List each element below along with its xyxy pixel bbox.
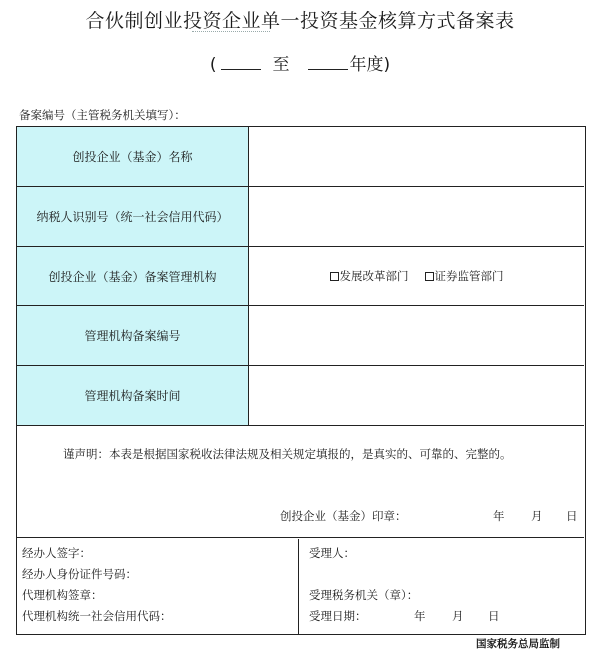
acceptance-year-label: 年 xyxy=(414,609,426,623)
handler-signature-label: 经办人签字： xyxy=(22,546,91,560)
row-label: 管理机构备案时间 xyxy=(17,366,249,425)
row-label: 创投企业（基金）名称 xyxy=(17,127,249,186)
tax-authority-label: 受理税务机关（章）： xyxy=(309,588,419,602)
row-label: 纳税人识别号（统一社会信用代码） xyxy=(17,187,249,246)
form-title: 合伙制创业投资企业单一投资基金核算方式备案表 xyxy=(85,10,515,32)
handler-id-label: 经办人身份证件号码： xyxy=(22,567,137,581)
issuer-footer: 国家税务总局监制 xyxy=(476,638,560,650)
option-label: 发展改革部门 xyxy=(339,269,409,283)
year-suffix: 年度) xyxy=(349,55,391,75)
table-row xyxy=(17,187,584,247)
acceptance-month-label: 月 xyxy=(452,609,464,623)
checkbox-icon[interactable] xyxy=(330,272,339,281)
table-row xyxy=(17,366,584,426)
agent-credit-code-label: 代理机构统一社会信用代码： xyxy=(22,609,172,623)
signature-section xyxy=(17,539,584,634)
enterprise-stamp-label: 创投企业（基金）印章： xyxy=(280,509,407,523)
table-row xyxy=(17,306,584,366)
stamp-day-label: 日 xyxy=(566,509,578,523)
row-label: 创投企业（基金）备案管理机构 xyxy=(17,247,249,305)
option-securities-regulator[interactable] xyxy=(425,268,504,284)
option-development-reform[interactable] xyxy=(330,268,409,284)
declaration-text: 谨声明：本表是根据国家税收法律法规及相关规定填报的，是真实的、可靠的、完整的。 xyxy=(63,447,512,461)
column-divider xyxy=(298,539,299,634)
taxpayer-id-field[interactable] xyxy=(249,187,584,246)
receiver-label: 受理人： xyxy=(309,546,355,560)
option-label: 证券监管部门 xyxy=(434,269,504,283)
end-year-blank[interactable] xyxy=(308,54,348,70)
declaration-section xyxy=(17,426,584,538)
start-year-blank[interactable] xyxy=(221,54,261,70)
year-range xyxy=(0,50,600,75)
record-number-label: 备案编号（主管税务机关填写）： xyxy=(19,108,186,122)
agent-seal-label: 代理机构签章： xyxy=(22,588,103,602)
table-row xyxy=(17,247,584,306)
filing-form-table xyxy=(16,126,586,635)
enterprise-name-field[interactable] xyxy=(249,127,584,186)
management-authority-field xyxy=(249,247,584,305)
spellcheck-underline xyxy=(192,31,270,32)
table-row xyxy=(17,127,584,187)
checkbox-icon[interactable] xyxy=(425,272,434,281)
acceptance-date-label: 受理日期： xyxy=(309,609,367,623)
authority-options xyxy=(249,247,584,305)
year-to-label: 至 xyxy=(272,55,290,75)
row-label: 管理机构备案编号 xyxy=(17,306,249,365)
year-open-paren: ( xyxy=(209,55,217,75)
filing-date-field[interactable] xyxy=(249,366,584,425)
filing-number-field[interactable] xyxy=(249,306,584,365)
stamp-month-label: 月 xyxy=(531,509,543,523)
stamp-year-label: 年 xyxy=(493,509,505,523)
acceptance-day-label: 日 xyxy=(488,609,500,623)
